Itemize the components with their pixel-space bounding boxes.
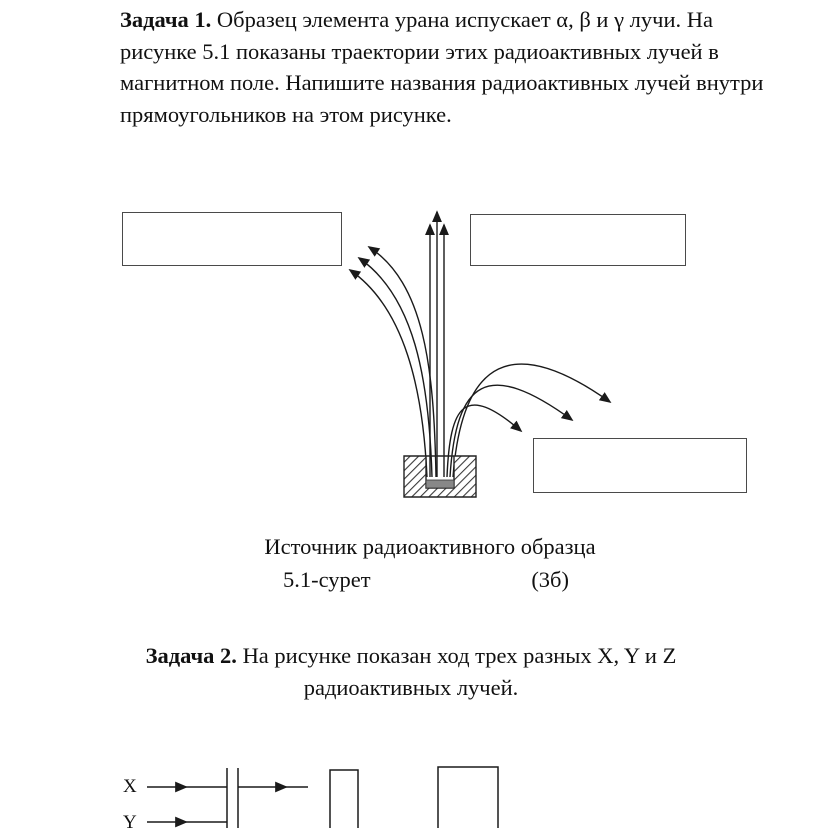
- upward-rays: [430, 212, 444, 477]
- leftward-curved-rays: [350, 247, 436, 477]
- ray-y-label: Y: [123, 812, 137, 828]
- answer-box-left-rays[interactable]: [122, 212, 342, 266]
- absorber-block-2: [438, 767, 498, 828]
- answer-box-upward-rays[interactable]: [470, 214, 686, 266]
- task1-body: Образец элемента урана испускает α, β и γ лучи. На рисунке 5.1 показаны траектории этих радиоактивных лучей в магнитном поле. Напишите названия радиоактивных лучей внутри прямоугольников на этом рисунке.: [120, 7, 764, 127]
- points-badge: (3б): [531, 567, 569, 592]
- figure-label-row: [283, 567, 569, 593]
- absorber-block-1: [330, 770, 358, 828]
- task2-paragraph: [86, 640, 736, 704]
- figure-caption: Источник радиоактивного образца: [264, 534, 596, 559]
- source-sample-bar: [426, 480, 454, 488]
- task2-body: На рисунке показан ход трех разных X, Y и Z радиоактивных лучей.: [242, 643, 677, 700]
- task1-label: Задача 1.: [120, 7, 212, 32]
- answer-box-right-rays[interactable]: [533, 438, 747, 493]
- task1-paragraph: [120, 4, 770, 130]
- figure-2-graphics: [147, 767, 498, 828]
- figure-number: 5.1-сурет: [283, 567, 371, 592]
- slit-barrier: [227, 768, 238, 828]
- task2-label: Задача 2.: [145, 643, 237, 668]
- ray-x-label: X: [123, 776, 137, 797]
- radioactive-source: [404, 456, 476, 497]
